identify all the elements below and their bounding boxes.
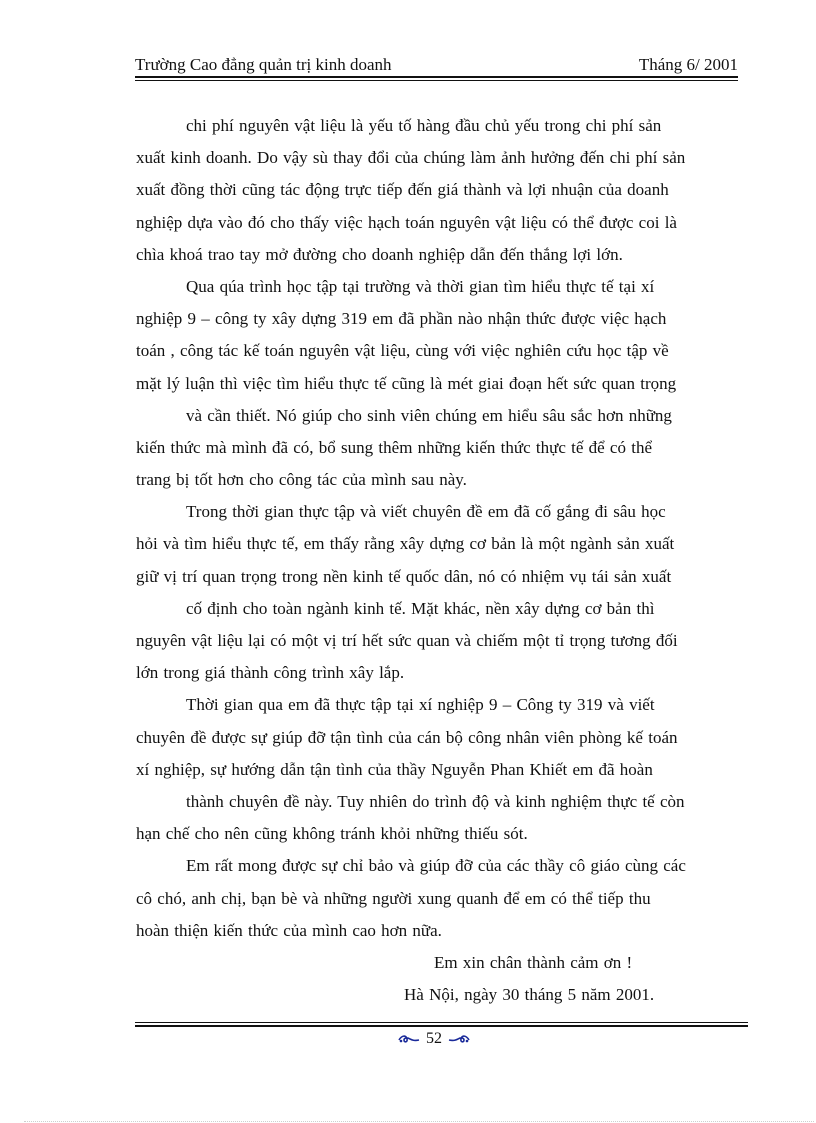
body-line: toán , công tác kế toán nguyên vật liệu, cùng với việc nghiên cứu học tập về — [136, 341, 669, 361]
page-header — [135, 53, 738, 77]
page-edge-divider — [24, 1121, 814, 1122]
body-line: xuất đồng thời cũng tác động trực tiếp đến giá thành và lợi nhuận của doanh — [136, 180, 669, 200]
body-line: Qua qúa trình học tập tại trường và thời gian tìm hiểu thực tế tại xí — [186, 276, 655, 296]
page-number: 52 — [426, 1030, 442, 1047]
body-line: mặt lý luận thì việc tìm hiểu thực tế cũng là mét giai đoạn hết sức quan trọng — [136, 373, 677, 393]
body-line: cố định cho toàn ngành kinh tế. Mặt khác, nền xây dựng cơ bản thì — [186, 598, 655, 618]
body-line: chuyên đề được sự giúp đỡ tận tình của cán bộ công nhân viên phòng kế toán — [136, 727, 678, 747]
footer-rule-thin — [135, 1022, 748, 1023]
body-line: cô chó, anh chị, bạn bè và những người xung quanh để em có thể tiếp thu — [136, 888, 651, 908]
body-line: chìa khoá trao tay mở đường cho doanh nghiệp dẫn đến thắng lợi lớn. — [136, 244, 623, 264]
body-line: Trong thời gian thực tập và viết chuyên đề em đã cố gắng đi sâu học — [186, 502, 666, 522]
header-rule-thin — [135, 80, 738, 81]
body-line: nghiệp 9 – công ty xây dựng 319 em đã phần nào nhận thức được việc hạch — [136, 309, 667, 329]
closing-thanks: Em xin chân thành cảm ơn ! — [434, 952, 633, 972]
body-line: chi phí nguyên vật liệu là yếu tố hàng đầu chủ yếu trong chi phí sản — [186, 116, 662, 135]
body-line: xuất kinh doanh. Do vậy sù thay đổi của chúng làm ảnh hưởng đến chi phí sản — [136, 148, 686, 168]
body-line: trang bị tốt hơn cho công tác của mình sau này. — [136, 470, 467, 490]
body-line: kiến thức mà mình đã có, bổ sung thêm những kiến thức thực tế để có thể — [136, 437, 652, 457]
body-line: và cần thiết. Nó giúp cho sinh viên chúng em hiểu sâu sắc hơn những — [186, 405, 672, 425]
body-line: hoàn thiện kiến thức của mình cao hơn nữa. — [136, 920, 442, 940]
body-line: Em rất mong được sự chỉ bảo và giúp đỡ của các thầy cô giáo cùng các — [186, 856, 686, 876]
left-flourish-icon — [398, 1033, 420, 1045]
header-school-name: Trường Cao đẳng quản trị kinh doanh — [135, 55, 392, 74]
header-date: Tháng 6/ 2001 — [638, 55, 738, 74]
body-line: Thời gian qua em đã thực tập tại xí nghiệp 9 – Công ty 319 và viết — [186, 695, 655, 715]
body-line: nguyên vật liệu lại có một vị trí hết sức quan và chiếm một tỉ trọng tương đối — [136, 631, 678, 650]
header-rule-thick — [135, 76, 738, 78]
body-line: hạn chế cho nên cũng không tránh khỏi những thiếu sót. — [136, 824, 528, 844]
body-line: thành chuyên đề này. Tuy nhiên do trình độ và kinh nghiệm thực tế còn — [186, 791, 685, 811]
body-line: nghiệp dựa vào đó cho thấy việc hạch toán nguyên vật liệu có thể được coi là — [136, 212, 677, 232]
right-flourish-icon — [448, 1033, 470, 1045]
footer-rule-thick — [135, 1025, 748, 1027]
document-body — [136, 110, 742, 1011]
page-footer — [398, 1029, 470, 1049]
body-line: lớn trong giá thành công trình xây lắp. — [136, 663, 405, 683]
body-line: giữ vị trí quan trọng trong nền kinh tế quốc dân, nó có nhiệm vụ tái sản xuất — [136, 566, 672, 586]
body-line: xí nghiệp, sự hướng dẫn tận tình của thầy Nguyễn Phan Khiết em đã hoàn — [136, 759, 653, 779]
body-line: hỏi và tìm hiểu thực tế, em thấy rằng xây dựng cơ bản là một ngành sản xuất — [136, 534, 675, 554]
place-date: Hà Nội, ngày 30 tháng 5 năm 2001. — [404, 985, 655, 1005]
